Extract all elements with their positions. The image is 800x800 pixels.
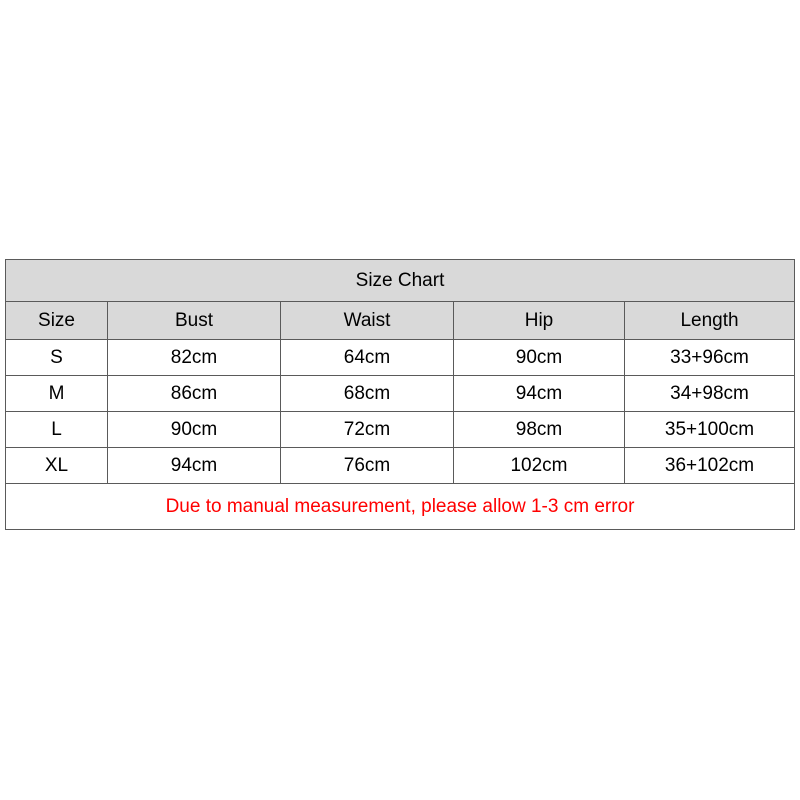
cell-size: S [6, 340, 108, 376]
table-row [6, 340, 795, 376]
cell-hip: 94cm [454, 376, 625, 412]
cell-bust: 86cm [108, 376, 281, 412]
note-row [6, 484, 795, 530]
cell-length: 34+98cm [625, 376, 795, 412]
cell-length: 35+100cm [625, 412, 795, 448]
cell-length: 33+96cm [625, 340, 795, 376]
measurement-note: Due to manual measurement, please allow 1-3 cm error [6, 484, 795, 530]
cell-waist: 68cm [281, 376, 454, 412]
table-row [6, 376, 795, 412]
column-header-waist: Waist [281, 302, 454, 340]
column-header-size: Size [6, 302, 108, 340]
cell-waist: 76cm [281, 448, 454, 484]
header-row [6, 302, 795, 340]
column-header-bust: Bust [108, 302, 281, 340]
cell-length: 36+102cm [625, 448, 795, 484]
cell-hip: 98cm [454, 412, 625, 448]
cell-size: M [6, 376, 108, 412]
column-header-hip: Hip [454, 302, 625, 340]
cell-hip: 102cm [454, 448, 625, 484]
size-chart-table [5, 259, 795, 530]
cell-size: XL [6, 448, 108, 484]
cell-waist: 72cm [281, 412, 454, 448]
table-row [6, 412, 795, 448]
cell-waist: 64cm [281, 340, 454, 376]
cell-bust: 94cm [108, 448, 281, 484]
table-title: Size Chart [6, 260, 795, 302]
table-row [6, 448, 795, 484]
cell-bust: 82cm [108, 340, 281, 376]
cell-bust: 90cm [108, 412, 281, 448]
cell-hip: 90cm [454, 340, 625, 376]
title-row [6, 260, 795, 302]
cell-size: L [6, 412, 108, 448]
column-header-length: Length [625, 302, 795, 340]
